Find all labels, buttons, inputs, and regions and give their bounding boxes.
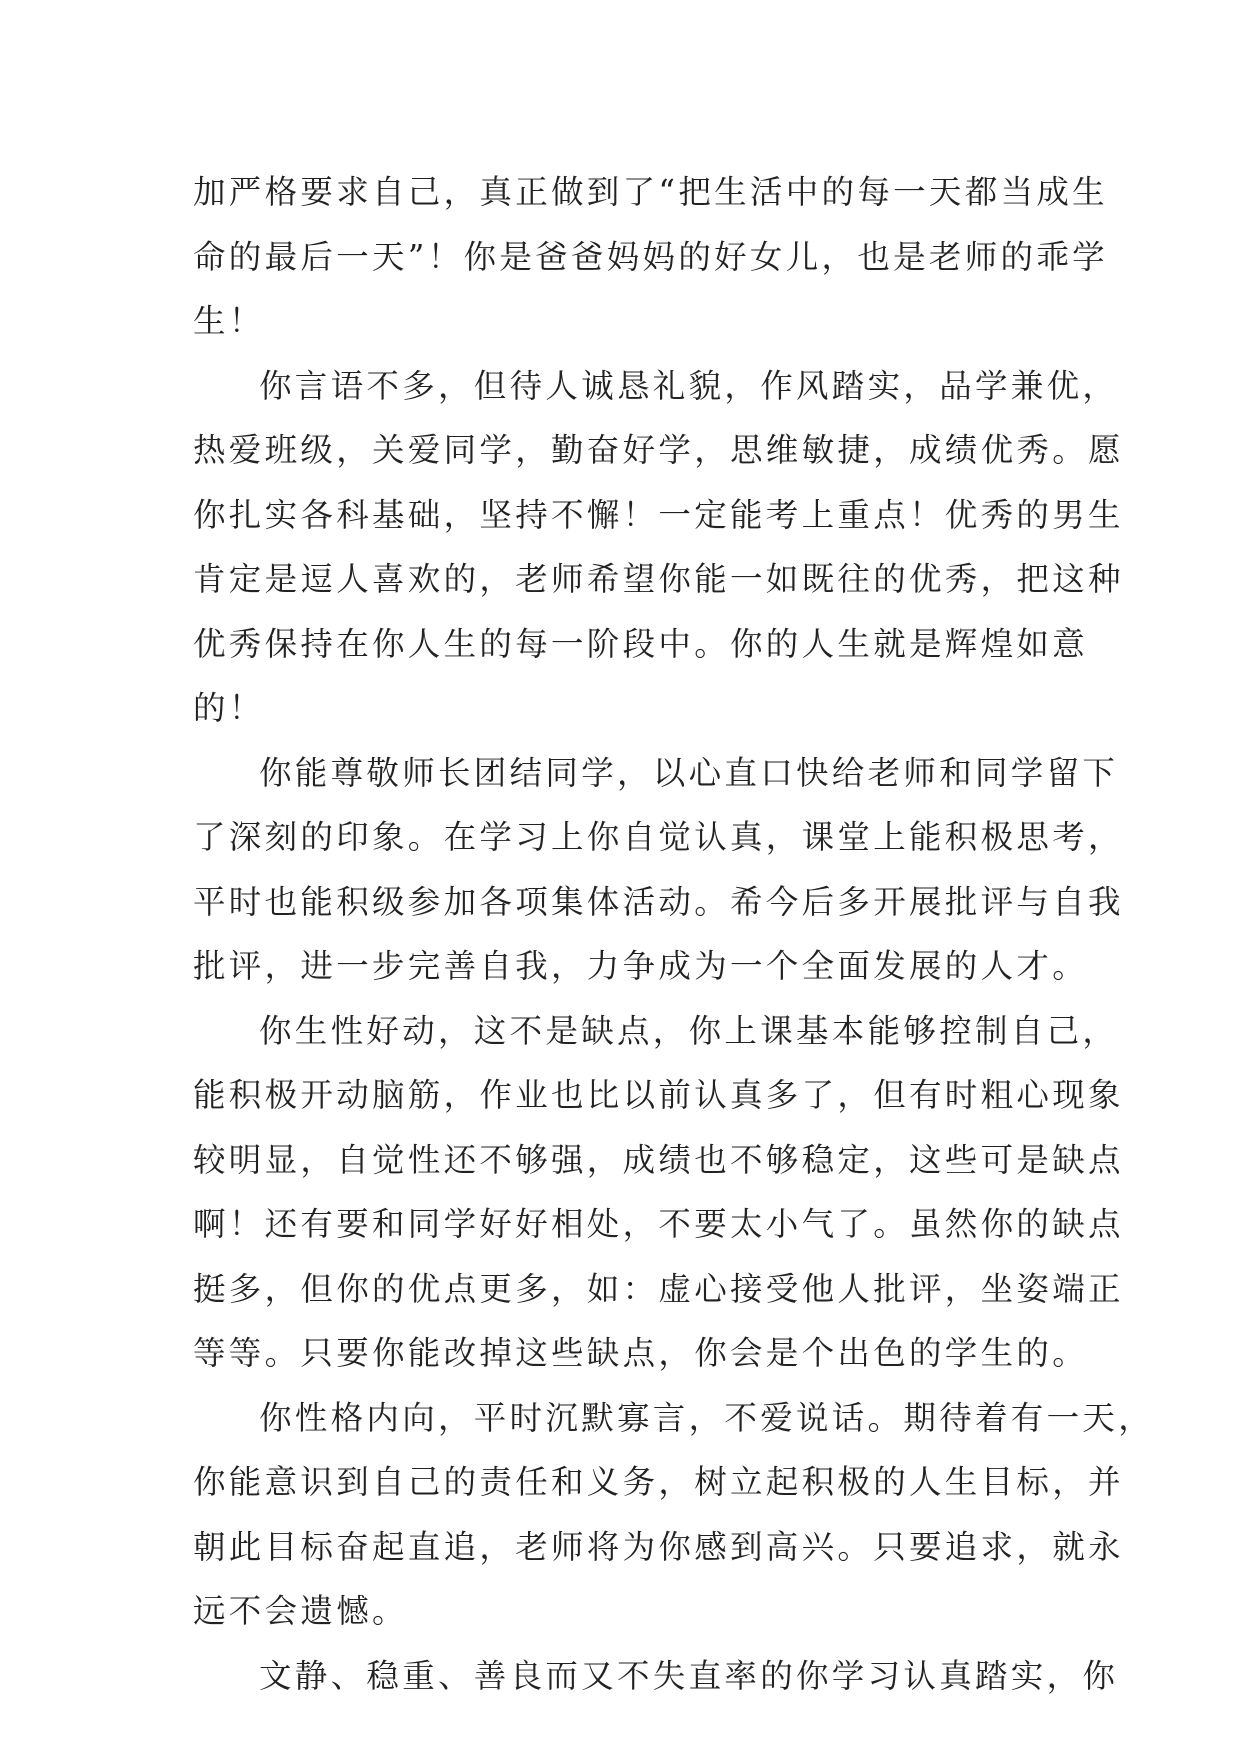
text-line: 你性格内向，平时沉默寡言，不爱说话。期待着有一天， [259,1398,1155,1437]
paragraph [193,1386,1155,1644]
body-text [193,160,1155,1708]
text-line: 朝此目标奋起直追，老师将为你感到高兴。只要追求，就永 [193,1527,1124,1566]
text-line: 你生性好动，这不是缺点，你上课基本能够控制自己， [259,1011,1119,1050]
text-line: 生！ [193,302,265,340]
text-line: 远不会遗憾。 [193,1592,408,1630]
paragraph [193,160,1108,354]
text-line: 较明显，自觉性还不够强，成绩也不够稳定，这些可是缺点 [193,1140,1124,1179]
text-line: 的！ [193,689,265,727]
text-line: 你扎实各科基础，坚持不懈！一定能考上重点！优秀的男生 [193,495,1124,534]
text-line: 你言语不多，但待人诚恳礼貌，作风踏实，品学兼优， [259,366,1119,405]
paragraph [193,999,1124,1386]
text-line: 批评，进一步完善自我，力争成为一个全面发展的人才。 [193,947,1089,985]
text-line: 挺多，但你的优点更多，如：虚心接受他人批评，坐姿端正 [193,1269,1124,1308]
text-line: 加严格要求自己，真正做到了“把生活中的每一天都当成生 [193,173,1108,211]
text-line: 文静、稳重、善良而又不失直率的你学习认真踏实，你 [259,1656,1119,1695]
text-line: 命的最后一天”！你是爸爸妈妈的好女儿，也是老师的乖学 [193,237,1108,276]
text-line: 啊！还有要和同学好好相处，不要太小气了。虽然你的缺点 [193,1205,1124,1243]
text-line: 了深刻的印象。在学习上你自觉认真，课堂上能积极思考， [193,818,1124,856]
text-line: 平时也能积级参加各项集体活动。希今后多开展批评与自我 [193,882,1124,921]
text-line: 热爱班级，关爱同学，勤奋好学，思维敏捷，成绩优秀。愿 [193,431,1124,469]
paragraph [193,354,1124,741]
text-line: 优秀保持在你人生的每一阶段中。你的人生就是辉煌如意 [193,624,1089,663]
paragraph [193,741,1124,999]
text-line: 能积极开动脑筋，作业也比以前认真多了，但有时粗心现象 [193,1076,1124,1114]
text-line: 你能尊敬师长团结同学，以心直口快给老师和同学留下 [259,753,1119,792]
text-line: 肯定是逗人喜欢的，老师希望你能一如既往的优秀，把这种 [193,560,1124,598]
text-line: 等等。只要你能改掉这些缺点，你会是个出色的学生的。 [193,1334,1089,1372]
paragraph [193,1644,1119,1709]
text-line: 你能意识到自己的责任和义务，树立起积极的人生目标，并 [193,1463,1124,1501]
